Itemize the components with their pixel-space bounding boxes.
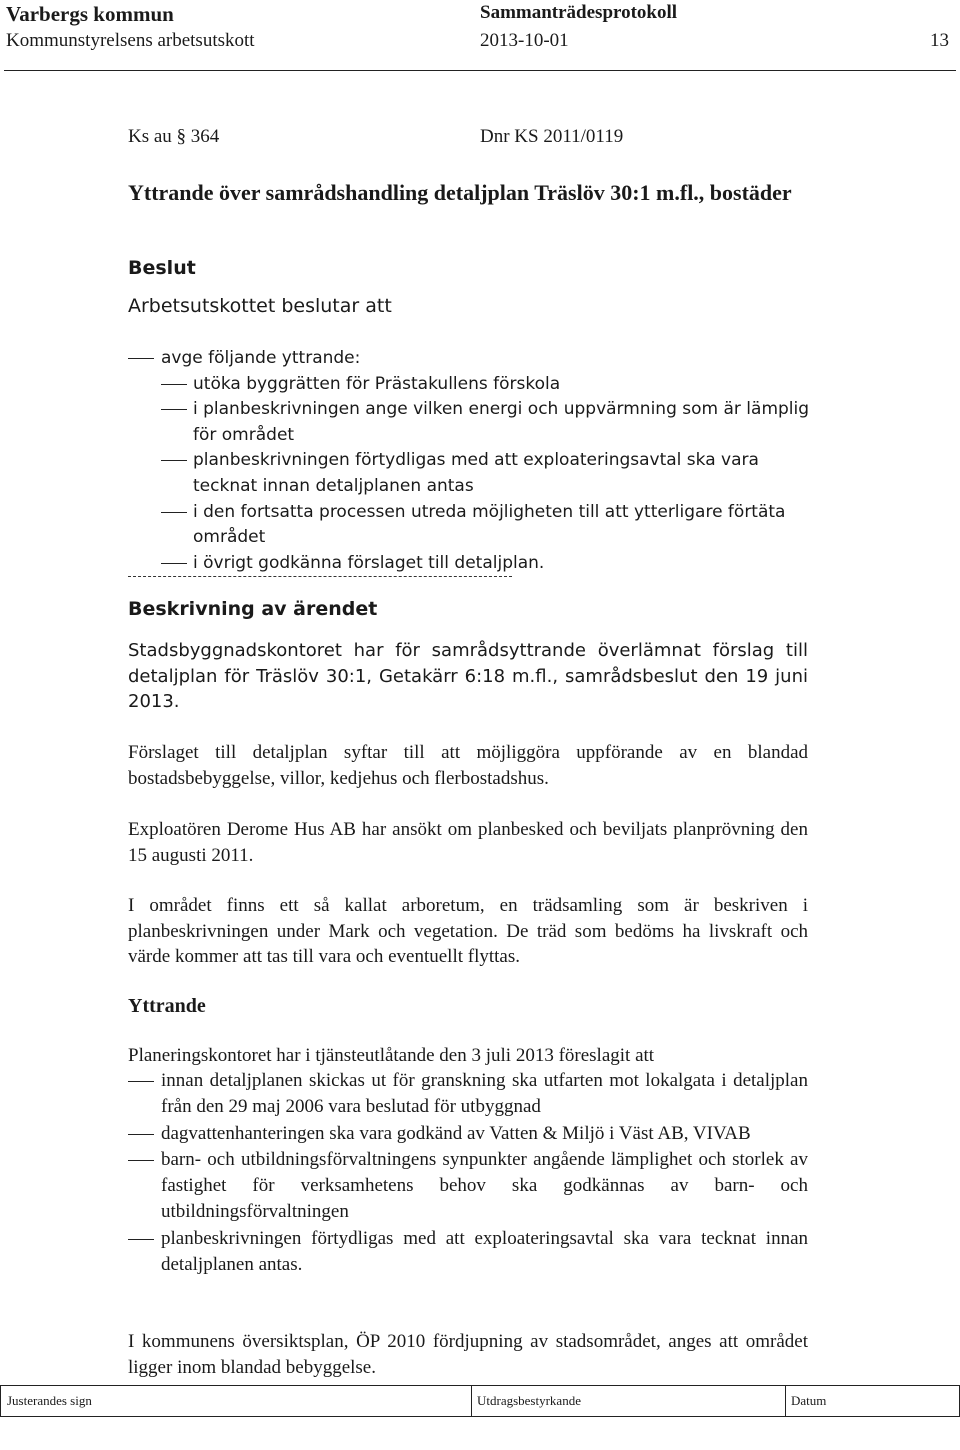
yttrande-intro: Planeringskontoret har i tjänsteutlåtande den 3 juli 2013 föreslagit att (128, 1045, 655, 1066)
footer-cell-extract: Utdragsbestyrkande (471, 1386, 786, 1416)
dash-bullet-icon (128, 1160, 154, 1161)
body-paragraph: Förslaget till detaljplan syftar till att möjliggöra uppförande av en blandad bostadsbebyggelse, villor, kedjehus och flerbostadshus. (128, 742, 808, 789)
section-separator (128, 576, 512, 577)
dash-bullet-icon (128, 358, 154, 359)
dash-bullet-icon (161, 563, 187, 564)
footer-cell-sign: Justerandes sign (1, 1386, 472, 1416)
dash-bullet-icon (161, 409, 187, 410)
dash-bullet-icon (161, 512, 187, 513)
list-item: barn- och utbildningsförvaltningens synpunkter angående lämplighet och storlek av fastighet för verksamhetens behov ska godkännas av barn- och utbildningsförvaltningen (128, 1147, 808, 1225)
list-item: planbeskrivningen förtydligas med att exploateringsavtal ska vara tecknat innan detaljplanen antas. (128, 1226, 808, 1278)
document-title: Yttrande över samrådshandling detaljplan Träslöv 30:1 m.fl., bostäder (128, 180, 792, 205)
body-paragraph: Exploatören Derome Hus AB har ansökt om planbesked och beviljats planprövning den 15 augusti 2011. (128, 819, 808, 866)
page-number: 13 (930, 30, 949, 51)
decision-list (128, 346, 818, 576)
dash-bullet-icon (128, 1134, 154, 1135)
closing-paragraph: I kommunens översiktsplan, ÖP 2010 fördjupning av stadsområdet, anges att området ligger inom blandad bebyggelse. (128, 1331, 808, 1378)
beskrivning-paragraph: Stadsbyggnadskontoret har för samrådsyttrande överlämnat förslag till detaljplan för Träslöv 30:1, Getakärr 6:18 m.fl., samrådsbeslut den 19 juni 2013. (128, 640, 808, 712)
list-item: i planbeskrivningen ange vilken energi och uppvärmning som är lämplig för området (128, 397, 818, 448)
yttrande-heading: Yttrande (128, 995, 206, 1017)
meeting-date: 2013-10-01 (480, 30, 569, 51)
dash-bullet-icon (161, 460, 187, 461)
list-item: innan detaljplanen skickas ut för granskning ska utfarten mot lokalgata i detaljplan från den 29 maj 2006 vara beslutad för utbyggnad (128, 1068, 808, 1120)
header-divider (4, 70, 956, 71)
beslut-intro: Arbetsutskottet beslutar att (128, 295, 392, 317)
case-number: Ks au § 364 (128, 126, 220, 147)
list-item: dagvattenhanteringen ska vara godkänd av Vatten & Miljö i Väst AB, VIVAB (128, 1121, 808, 1147)
committee-name: Kommunstyrelsens arbetsutskott (6, 30, 255, 51)
dash-bullet-icon (161, 384, 187, 385)
signature-footer (0, 1385, 960, 1417)
list-item: planbeskrivningen förtydligas med att exploateringsavtal ska vara tecknat innan detaljplanen antas (128, 448, 818, 499)
beslut-heading: Beslut (128, 257, 196, 279)
document-type: Sammanträdesprotokoll (480, 2, 678, 23)
dash-bullet-icon (128, 1239, 154, 1240)
dash-bullet-icon (128, 1081, 154, 1082)
beskrivning-heading: Beskrivning av ärendet (128, 598, 378, 620)
list-item: utöka byggrätten för Prästakullens förskola (128, 372, 818, 398)
body-paragraph: I området finns ett så kallat arboretum, en trädsamling som är beskriven i planbeskrivningen under Mark och vegetation. De träd som bedöms ha livskraft och värde kommer att tas till vara och eventuellt flyttas. (128, 895, 808, 967)
footer-cell-date: Datum (791, 1393, 827, 1408)
yttrande-list (128, 1068, 808, 1278)
list-item: i övrigt godkänna förslaget till detaljplan. (128, 551, 818, 577)
registration-number: Dnr KS 2011/0119 (480, 126, 624, 147)
list-item: i den fortsatta processen utreda möjligheten till att ytterligare förtäta området (128, 500, 818, 551)
municipality-name: Varbergs kommun (6, 2, 174, 26)
list-item: avge följande yttrande: (128, 346, 818, 372)
